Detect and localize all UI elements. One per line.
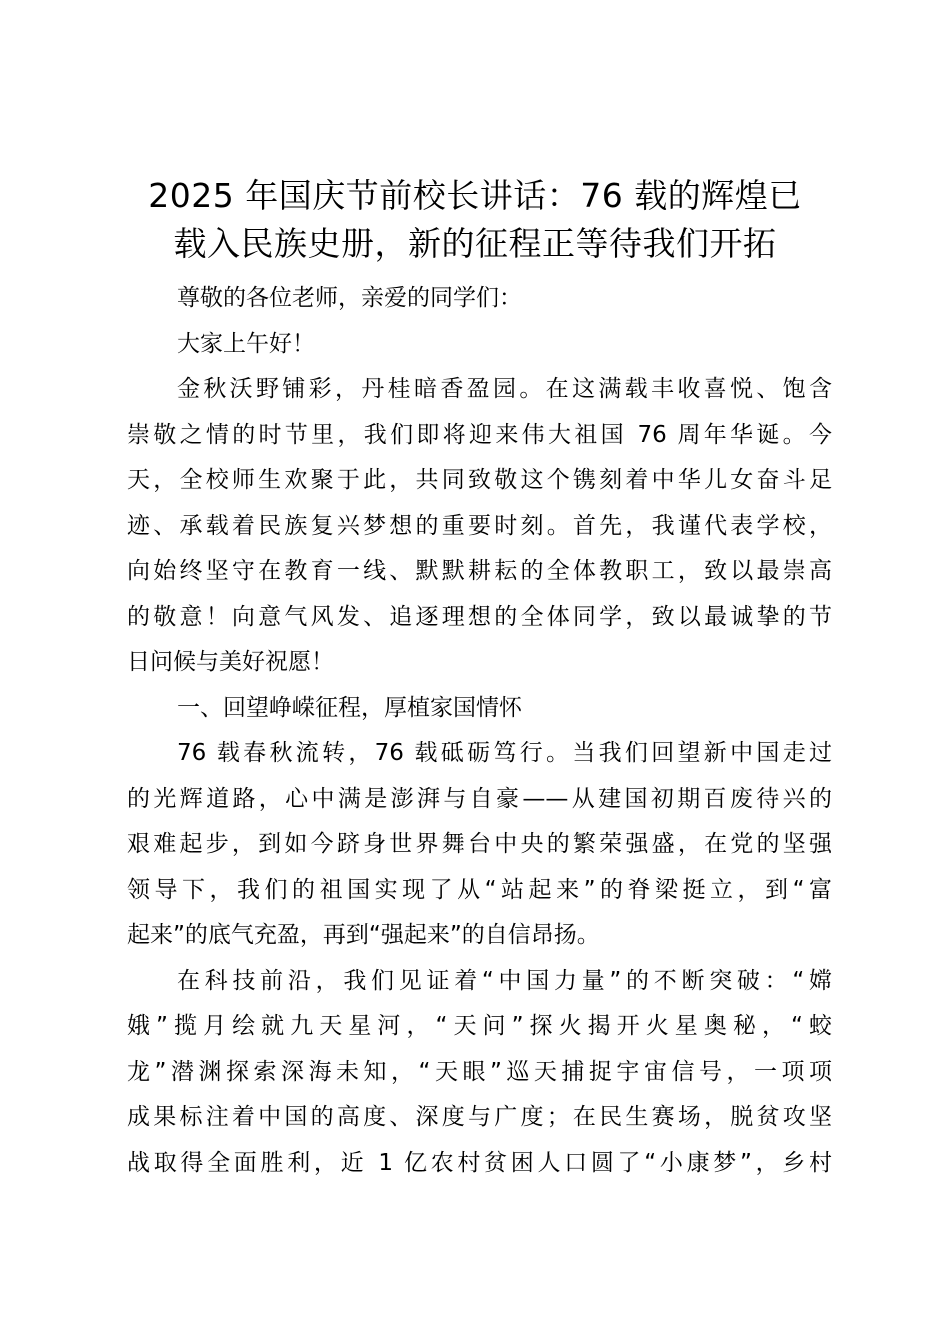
paragraph-line: 76 载春秋流转，76 载砥砺笃行。当我们回望新中国走过 — [177, 740, 832, 766]
salutation-text: 尊敬的各位老师，亲爱的同学们： — [177, 285, 522, 311]
paragraph-line: 娥”揽月绘就九天星河，“天问”探火揭开火星奥秘，“蛟 — [127, 1013, 832, 1039]
paragraph-line: 成果标注着中国的高度、深度与广度；在民生赛场，脱贫攻坚 — [127, 1104, 832, 1130]
title-line-1: 2025 年国庆节前校长讲话：76 载的辉煌已 — [148, 176, 802, 215]
section-heading: 一、回望峥嵘征程，厚植家国情怀 — [177, 694, 522, 721]
document-title — [120, 172, 830, 268]
paragraph-line: 崇敬之情的时节里，我们即将迎来伟大祖国 76 周年华诞。今 — [127, 421, 832, 448]
greeting-text: 大家上午好！ — [177, 330, 315, 357]
paragraph-line: 迹、承载着民族复兴梦想的重要时刻。首先，我谨代表学校， — [127, 512, 832, 539]
title-line-2: 载入民族史册，新的征程正等待我们开拓 — [173, 224, 777, 263]
paragraph-line: 战取得全面胜利，近 1 亿农村贫困人口圆了“小康梦”，乡村 — [127, 1149, 832, 1176]
paragraph-line: 金秋沃野铺彩，丹桂暗香盈园。在这满载丰收喜悦、饱含 — [177, 376, 832, 402]
paragraph-line: 起来”的底气充盈，再到“强起来”的自信昂扬。 — [127, 922, 600, 948]
section1-paragraph-2 — [127, 959, 832, 1187]
paragraph-line: 艰难起步，到如今跻身世界舞台中央的繁荣强盛，在党的坚强 — [127, 831, 832, 857]
paragraph-line: 的光辉道路，心中满是澎湃与自豪——从建国初期百废待兴的 — [127, 785, 832, 812]
paragraph-line: 领导下，我们的祖国实现了从“站起来”的脊梁挺立，到“富 — [127, 876, 832, 903]
paragraph-line: 天，全校师生欢聚于此，共同致敬这个镌刻着中华儿女奋斗足 — [127, 467, 832, 493]
paragraph-line: 的敬意！向意气风发、追逐理想的全体同学，致以最诚挚的节 — [127, 603, 832, 630]
paragraph-line: 龙”潜渊探索深海未知，“天眼”巡天捕捉宇宙信号，一项项 — [127, 1058, 832, 1085]
document-body — [127, 276, 832, 1186]
paragraph-line: 在科技前沿，我们见证着“中国力量”的不断突破：“嫦 — [177, 967, 832, 994]
salutation — [127, 276, 832, 322]
intro-paragraph — [127, 367, 832, 686]
greeting — [127, 322, 832, 368]
paragraph-line: 日问候与美好祝愿！ — [127, 649, 334, 675]
paragraph-line: 向始终坚守在教育一线、默默耕耘的全体教职工，致以最崇高 — [127, 558, 832, 584]
section1-paragraph-1 — [127, 731, 832, 959]
